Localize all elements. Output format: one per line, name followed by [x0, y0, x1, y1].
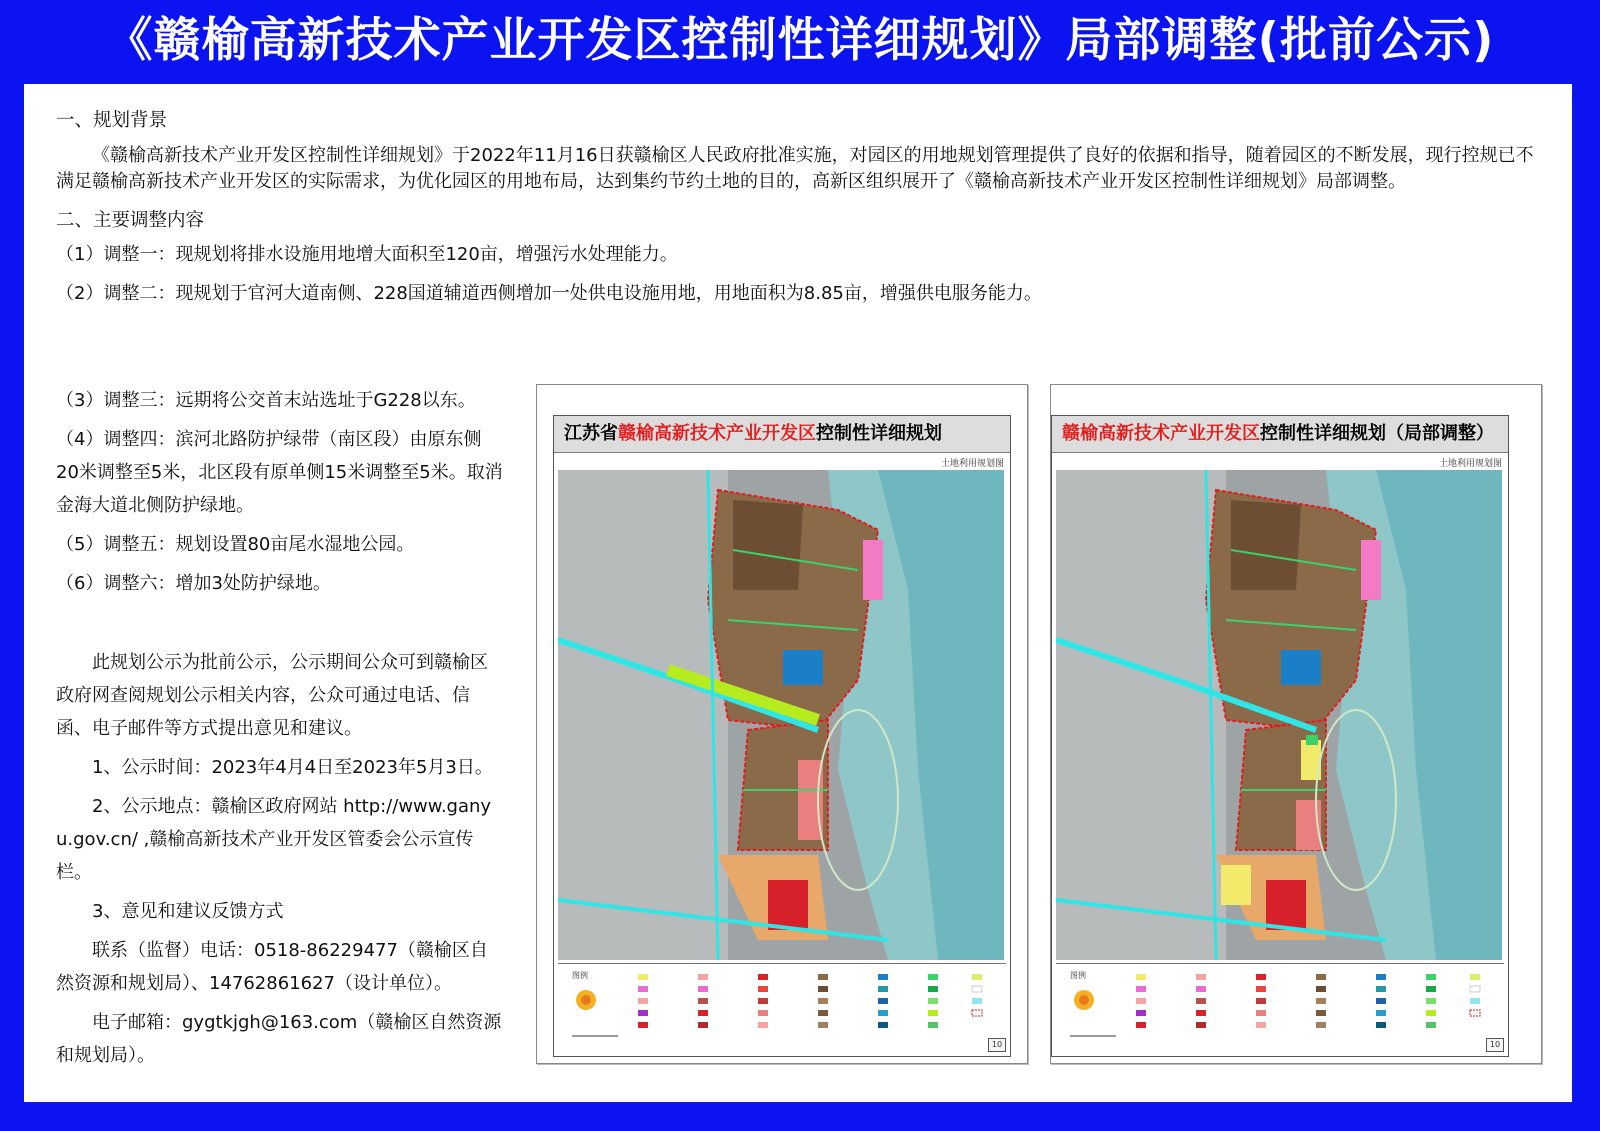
adjustment-item-5: （5）调整五：规划设置80亩尾水湿地公园。 [56, 534, 415, 555]
contact-phone: 联系（监督）电话：0518-86229477（赣榆区自然资源和规划局）、14762861627（设计单位）。 [56, 940, 488, 994]
notice-text [56, 108, 1546, 320]
feedback-heading: 3、意见和建议反馈方式 [92, 901, 284, 922]
page-number: 10 [988, 1038, 1006, 1052]
section1-heading: 一、规划背景 [56, 110, 168, 131]
map-title-original [554, 416, 1010, 453]
map-title-adjusted [1052, 416, 1508, 453]
map-title-suffix: 控制性详细规划 [816, 423, 942, 444]
map-title-red: 赣榆高新技术产业开发区 [618, 423, 816, 444]
map-subtitle: 土地利用规划图 [940, 459, 1004, 469]
adjustment-item-2: （2）调整二：现规划于官河大道南侧、228国道辅道西侧增加一处供电设施用地，用地面积为8.85亩，增强供电服务能力。 [56, 283, 1042, 304]
contact-email: 电子邮箱：gygtkjgh@163.com（赣榆区自然资源和规划局）。 [56, 1012, 502, 1066]
adjustment-item-3: （3）调整三：远期将公交首末站选址于G228以东。 [56, 390, 476, 411]
map-legend-adjusted [1056, 963, 1504, 1052]
map-subtitle: 土地利用规划图 [1438, 459, 1502, 469]
map-title-red: 赣榆高新技术产业开发区 [1062, 423, 1260, 444]
page-number: 10 [1486, 1038, 1504, 1052]
left-column-text [56, 384, 504, 1072]
notice-panel [24, 84, 1572, 1102]
notice-intro: 此规划公示为批前公示，公示期间公众可到赣榆区政府网查阅规划公示相关内容，公众可通过电话、信函、电子邮件等方式提出意见和建议。 [56, 652, 488, 739]
map-title-suffix: 控制性详细规划（局部调整） [1260, 423, 1494, 444]
map-title-prefix: 江苏省 [564, 423, 618, 444]
map-card-adjusted [1050, 384, 1542, 1064]
adjustment-item-6: （6）调整六：增加3处防护绿地。 [56, 573, 331, 594]
map-card-original [536, 384, 1028, 1064]
legend-label: 图例 [1070, 971, 1086, 980]
adjustment-item-1: （1）调整一：现规划将排水设施用地增大面积至120亩，增强污水处理能力。 [56, 244, 678, 265]
map-legend-original [558, 963, 1006, 1052]
map-frame-original [553, 415, 1011, 1057]
land-use-map-original [558, 470, 1006, 960]
adjustment-item-4: （4）调整四：滨河北路防护绿带（南区段）由原东侧20米调整至5米，北区段有原单侧15米调整至5米。取消金海大道北侧防护绿地。 [56, 429, 503, 516]
legend-label: 图例 [572, 971, 588, 980]
land-use-map-adjusted [1056, 470, 1504, 960]
map-frame-adjusted [1051, 415, 1509, 1057]
notice-place: 2、公示地点：赣榆区政府网站 http://www.ganyu.gov.cn/ ,赣榆高新技术产业开发区管委会公示宣传栏。 [56, 796, 492, 883]
section1-paragraph: 《赣榆高新技术产业开发区控制性详细规划》于2022年11月16日获赣榆区人民政府批准实施，对园区的用地规划管理提供了良好的依据和指导，随着园区的不断发展，现行控规已不满足赣榆高新技术产业开发区的实际需求，为优化园区的用地布局，达到集约节约土地的目的，高新区组织展开了《赣榆高新技术产业开发区控制性详细规划》局部调整。 [56, 144, 1534, 192]
section2-heading: 二、主要调整内容 [56, 209, 205, 231]
page-title: 《赣榆高新技术产业开发区控制性详细规划》局部调整(批前公示) [105, 13, 1495, 68]
notice-time: 1、公示时间：2023年4月4日至2023年5月3日。 [92, 757, 493, 778]
